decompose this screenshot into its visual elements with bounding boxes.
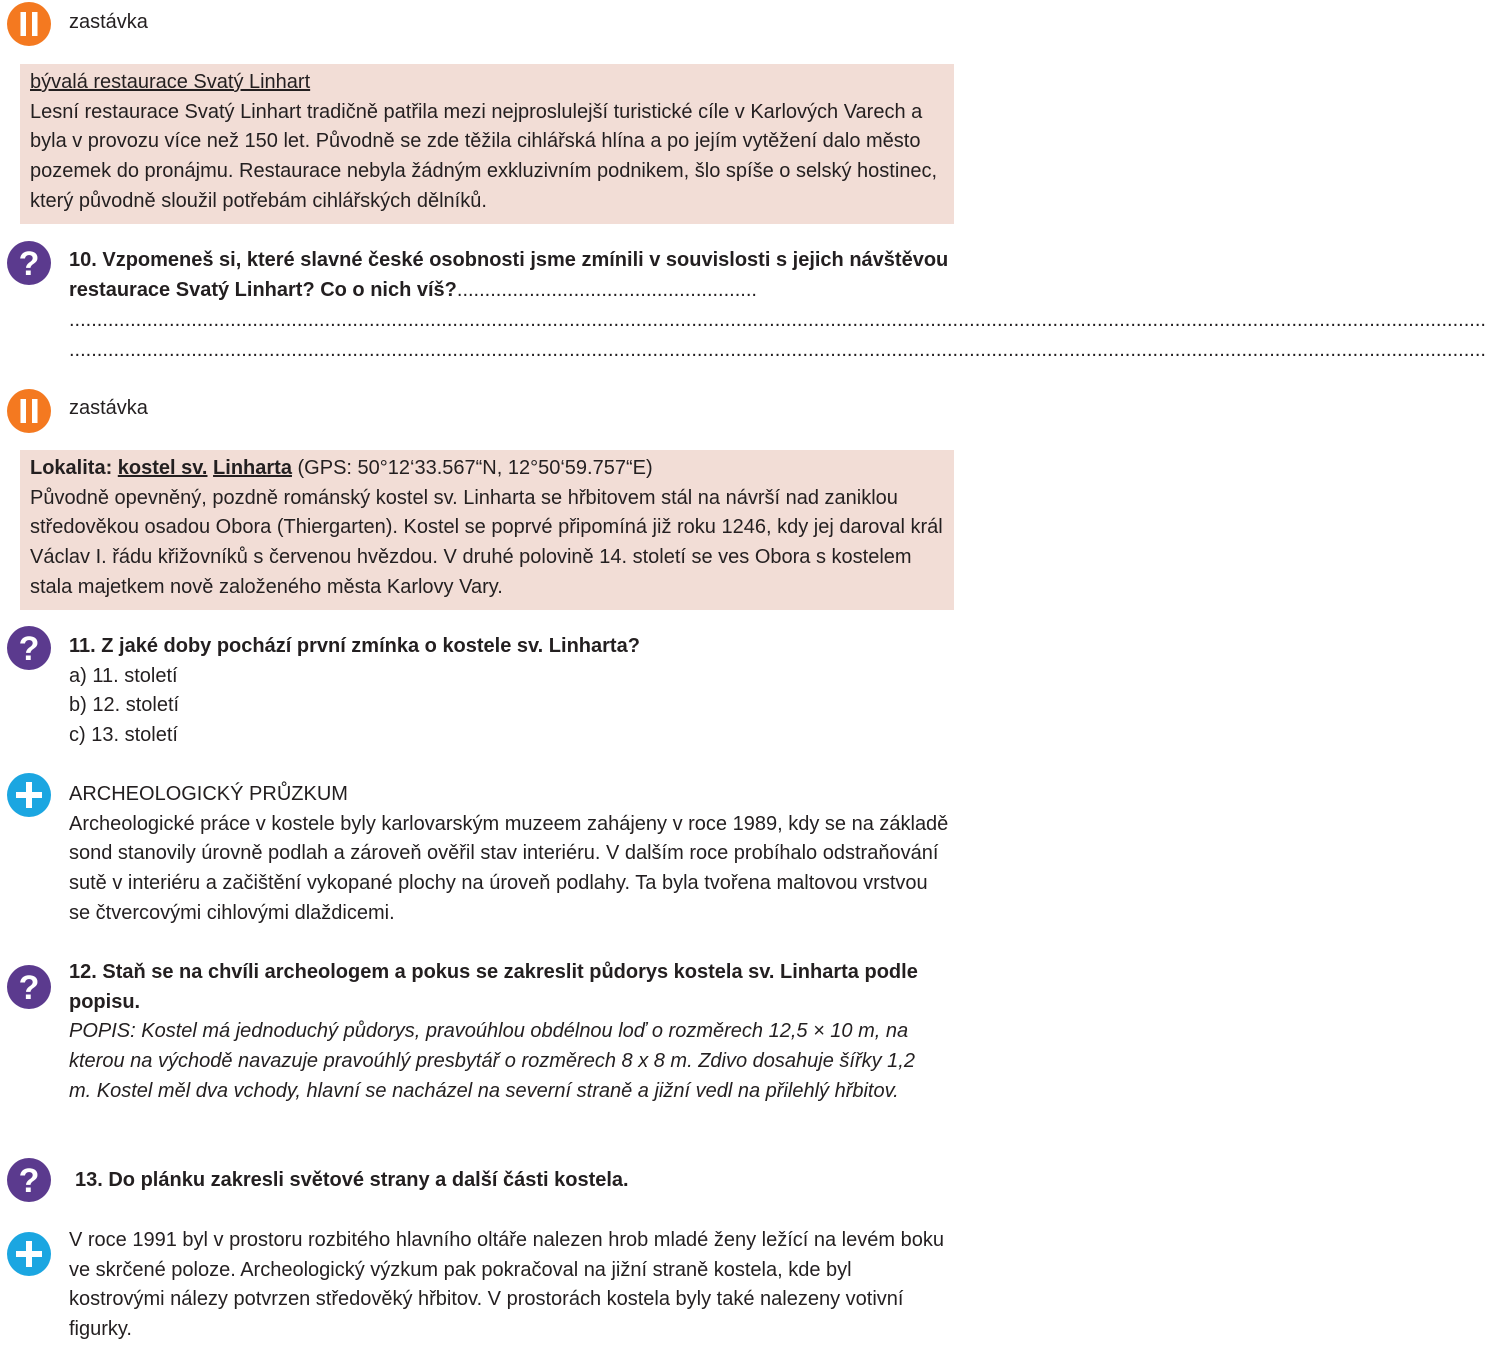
info-title: ARCHEOLOGICKÝ PRŮZKUM [69, 783, 348, 805]
answer-dots-inline: ...................................................... [456, 278, 757, 301]
question-11 [69, 632, 949, 751]
option-b: b) 12. století [69, 694, 180, 717]
question-mark-icon [6, 964, 52, 1010]
info-box-restaurant [20, 64, 954, 224]
question-12 [69, 958, 939, 1107]
plus-icon [6, 1231, 52, 1277]
box-text: Lesní restaurace Svatý Linhart tradičně patřila mezi nejproslulejší turistické cíle v Karlových Varech a byla v provozu více než 150 let. Původně se zde těžila cihlářská hlína a po jejím vytěžení dalo město pozemek do pronájmu. Restaurace nebyla žádným exkluzivním podnikem, šlo spíše o selský hostinec, který původně sloužil potřebám cihlářských dělníků. [30, 100, 938, 212]
question-mark-icon [6, 240, 52, 286]
info-text: V roce 1991 byl v prostoru rozbitého hlavního oltáře nalezen hrob mladé ženy ležící na levém boku ve skrčené poloze. Archeologický výzkum pak pokračoval na jižní straně kostela, kde byl kostrovými nálezy potvrzen středověký hřbitov. V prostorách kostela byly také nalezeny votivní figurky. [69, 1229, 944, 1341]
pause-icon [6, 1, 52, 47]
question-text: 10. Vzpomeneš si, které slavné české osobnosti jsme zmínili v souvislosti s jejich návštěvou restaurace Svatý Linhart? Co o nich víš? [69, 249, 949, 301]
location-name: Linharta [213, 457, 292, 479]
answer-line: ............................................................................................................................................................................................................................................................... [69, 309, 1486, 331]
option-a: a) 11. století [69, 664, 178, 687]
svg-text:?: ? [18, 630, 40, 668]
question-text: 12. Staň se na chvíli archeologem a pokus se zakreslit půdorys kostela sv. Linharta podle popisu. [69, 961, 918, 1013]
pause-icon [6, 388, 52, 434]
svg-text:?: ? [18, 245, 40, 283]
question-text: 11. Z jaké doby pochází první zmínka o kostele sv. Linharta? [69, 635, 640, 657]
location-gps: (GPS: 50°12‘33.567“N, 12°50‘59.757“E) [291, 457, 653, 479]
description-text: POPIS: Kostel má jednoduchý půdorys, pravoúhlou obdélnou loď o rozměrech 12,5 × 10 m, na kterou na východě navazuje pravoúhlý presbytář o rozměrech 8 x 8 m. Zdivo dosahuje šířky 1,2 m. Kostel měl dva vchody, hlavní se nacházel na severní straně a jižní vedl na přilehlý hřbitov. [69, 1020, 915, 1102]
box-text: Původně opevněný, pozdně románský kostel sv. Linharta se hřbitovem stál na návrší nad zaniklou středověkou osadou Obora (Thiergarten). Kostel se poprvé připomíná již roku 1246, kdy jej daroval král Václav I. řádu křižovníků s červenou hvězdou. V druhé polovině 14. století se ves Obora s kostelem stala majetkem nově založeného města Karlovy Vary. [30, 486, 943, 598]
answer-line: ............................................................................................................................................................................................................................................................... [69, 339, 1486, 361]
svg-text:?: ? [18, 969, 40, 1007]
question-mark-icon [6, 1157, 52, 1203]
info-text: Archeologické práce v kostele byly karlovarským muzeem zahájeny v roce 1989, kdy se na základě sond stanovily úrovně podlah a zároveň ověřil stav interiéru. V dalším roce probíhalo odstraňování sutě v interiéru a začištění vykopané plochy na úroveň podlahy. Ta byla tvořena maltovou vrstvou se čtvercovými cihlovými dlaždicemi. [69, 812, 949, 924]
box-title: bývalá restaurace Svatý Linhart [30, 71, 311, 93]
location-line [30, 454, 944, 484]
stop-label: zastávka [69, 11, 148, 33]
svg-text:?: ? [18, 1162, 40, 1200]
question-13: 13. Do plánku zakresli světové strany a další části kostela. [75, 1169, 629, 1191]
plus-icon [6, 772, 52, 818]
stop-label: zastávka [69, 397, 148, 419]
question-mark-icon [6, 625, 52, 671]
question-10 [69, 246, 949, 305]
info-grave [69, 1226, 947, 1345]
location-label: Lokalita: [30, 457, 118, 479]
info-archaeology [69, 780, 949, 929]
info-box-church [20, 450, 954, 610]
option-c: c) 13. století [69, 724, 178, 747]
location-name: kostel sv. [117, 457, 208, 479]
